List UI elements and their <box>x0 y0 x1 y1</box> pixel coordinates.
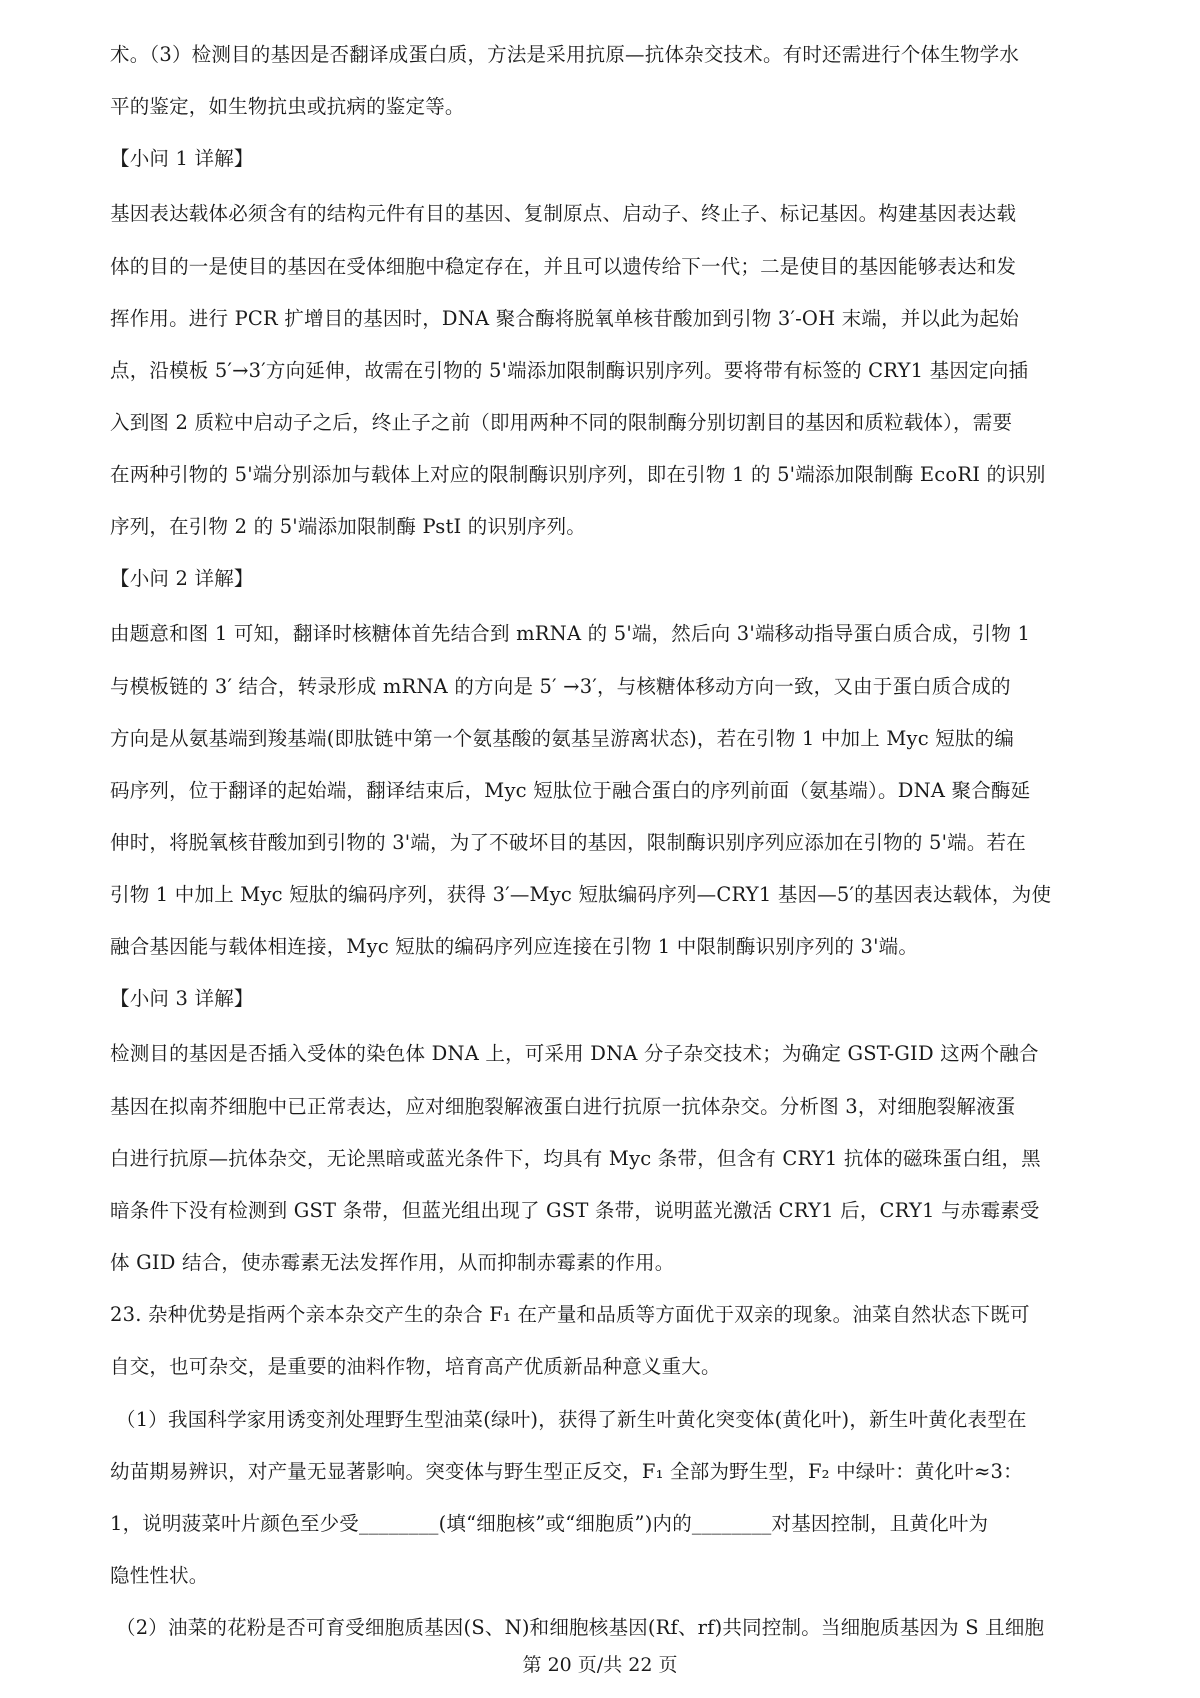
question-text: 幼苗期易辨识，对产量无显著影响。突变体与野生型正反交，F₁ 全部为野生型，F₂ 中绿叶：黄化叶≈3： <box>110 1460 1023 1483</box>
section-heading: 【小问 1 详解】 <box>110 147 254 170</box>
text-line: 融合基因能与载体相连接，Myc 短肽的编码序列应连接在引物 1 中限制酶识别序列的 3'端。 <box>110 935 919 958</box>
section-heading: 【小问 3 详解】 <box>110 987 254 1010</box>
text-line: 暗条件下没有检测到 GST 条带，但蓝光组出现了 GST 条带，说明蓝光激活 CRY1 后，CRY1 与赤霉素受 <box>110 1199 1040 1222</box>
text-line: 入到图 2 质粒中启动子之后，终止子之前（即用两种不同的限制酶分别切割目的基因和质粒载体），需要 <box>110 411 1013 434</box>
text-line: 序列，在引物 2 的 5'端添加限制酶 PstI 的识别序列。 <box>110 515 587 538</box>
text-line: 平的鉴定，如生物抗虫或抗病的鉴定等。 <box>110 95 465 118</box>
section-heading: 【小问 2 详解】 <box>110 567 254 590</box>
text-line: 码序列，位于翻译的起始端，翻译结束后，Myc 短肽位于融合蛋白的序列前面（氨基端）。DNA 聚合酶延 <box>110 779 1031 802</box>
question-text: 23. 杂种优势是指两个亲本杂交产生的杂合 F₁ 在产量和品质等方面优于双亲的现象。油菜自然状态下既可 <box>110 1303 1030 1326</box>
question-text: 1，说明菠菜叶片颜色至少受________(填“细胞核”或“细胞质”)内的________对基因控制，且黄化叶为 <box>110 1512 989 1535</box>
text-line: 由题意和图 1 可知，翻译时核糖体首先结合到 mRNA 的 5'端，然后向 3'端移动指导蛋白质合成，引物 1 <box>110 622 1031 645</box>
text-line: 白进行抗原—抗体杂交，无论黑暗或蓝光条件下，均具有 Myc 条带，但含有 CRY1 抗体的磁珠蛋白组，黑 <box>110 1147 1041 1170</box>
text-line: 检测目的基因是否插入受体的染色体 DNA 上，可采用 DNA 分子杂交技术；为确定 GST-GID 这两个融合 <box>110 1042 1039 1065</box>
text-line: 与模板链的 3′ 结合，转录形成 mRNA 的方向是 5′ →3′，与核糖体移动方向一致，又由于蛋白质合成的 <box>110 675 1011 698</box>
text-line: 基因表达载体必须含有的结构元件有目的基因、复制原点、启动子、终止子、标记基因。构建基因表达载 <box>110 202 1017 225</box>
text-line: 方向是从氨基端到羧基端(即肽链中第一个氨基酸的氨基呈游离状态)，若在引物 1 中加上 Myc 短肽的编 <box>110 727 1015 750</box>
question-text: 自交，也可杂交，是重要的油料作物，培育高产优质新品种意义重大。 <box>110 1355 721 1378</box>
text-line: 挥作用。进行 PCR 扩增目的基因时，DNA 聚合酶将脱氧单核苷酸加到引物 3′-OH 末端，并以此为起始 <box>110 307 1020 330</box>
question-text: 隐性性状。 <box>110 1564 209 1587</box>
question-text: （1）我国科学家用诱变剂处理野生型油菜(绿叶)，获得了新生叶黄化突变体(黄化叶)，新生叶黄化表型在 <box>116 1408 1027 1431</box>
text-line: 体的目的一是使目的基因在受体细胞中稳定存在，并且可以遗传给下一代；二是使目的基因能够表达和发 <box>110 255 1017 278</box>
text-line: 术。（3）检测目的基因是否翻译成蛋白质，方法是采用抗原—抗体杂交技术。有时还需进行个体生物学水 <box>110 43 1020 66</box>
question-text: （2）油菜的花粉是否可育受细胞质基因(S、N)和细胞核基因(Rf、rf)共同控制。当细胞质基因为 S 且细胞 <box>116 1616 1045 1639</box>
text-line: 点，沿模板 5′→3′方向延伸，故需在引物的 5'端添加限制酶识别序列。要将带有标签的 CRY1 基因定向插 <box>110 359 1029 382</box>
text-line: 引物 1 中加上 Myc 短肽的编码序列，获得 3′—Myc 短肽编码序列—CRY1 基因—5′的基因表达载体，为使 <box>110 883 1052 906</box>
text-line: 基因在拟南芥细胞中已正常表达，应对细胞裂解液蛋白进行抗原一抗体杂交。分析图 3，对细胞裂解液蛋 <box>110 1095 1016 1118</box>
text-line: 在两种引物的 5'端分别添加与载体上对应的限制酶识别序列，即在引物 1 的 5'端添加限制酶 EcoRI 的识别 <box>110 463 1046 486</box>
text-line: 体 GID 结合，使赤霉素无法发挥作用，从而抑制赤霉素的作用。 <box>110 1251 675 1274</box>
text-line: 伸时，将脱氧核苷酸加到引物的 3'端，为了不破坏目的基因，限制酶识别序列应添加在引物的 5'端。若在 <box>110 831 1026 854</box>
page-footer: 第 20 页/共 22 页 <box>522 1654 678 1676</box>
